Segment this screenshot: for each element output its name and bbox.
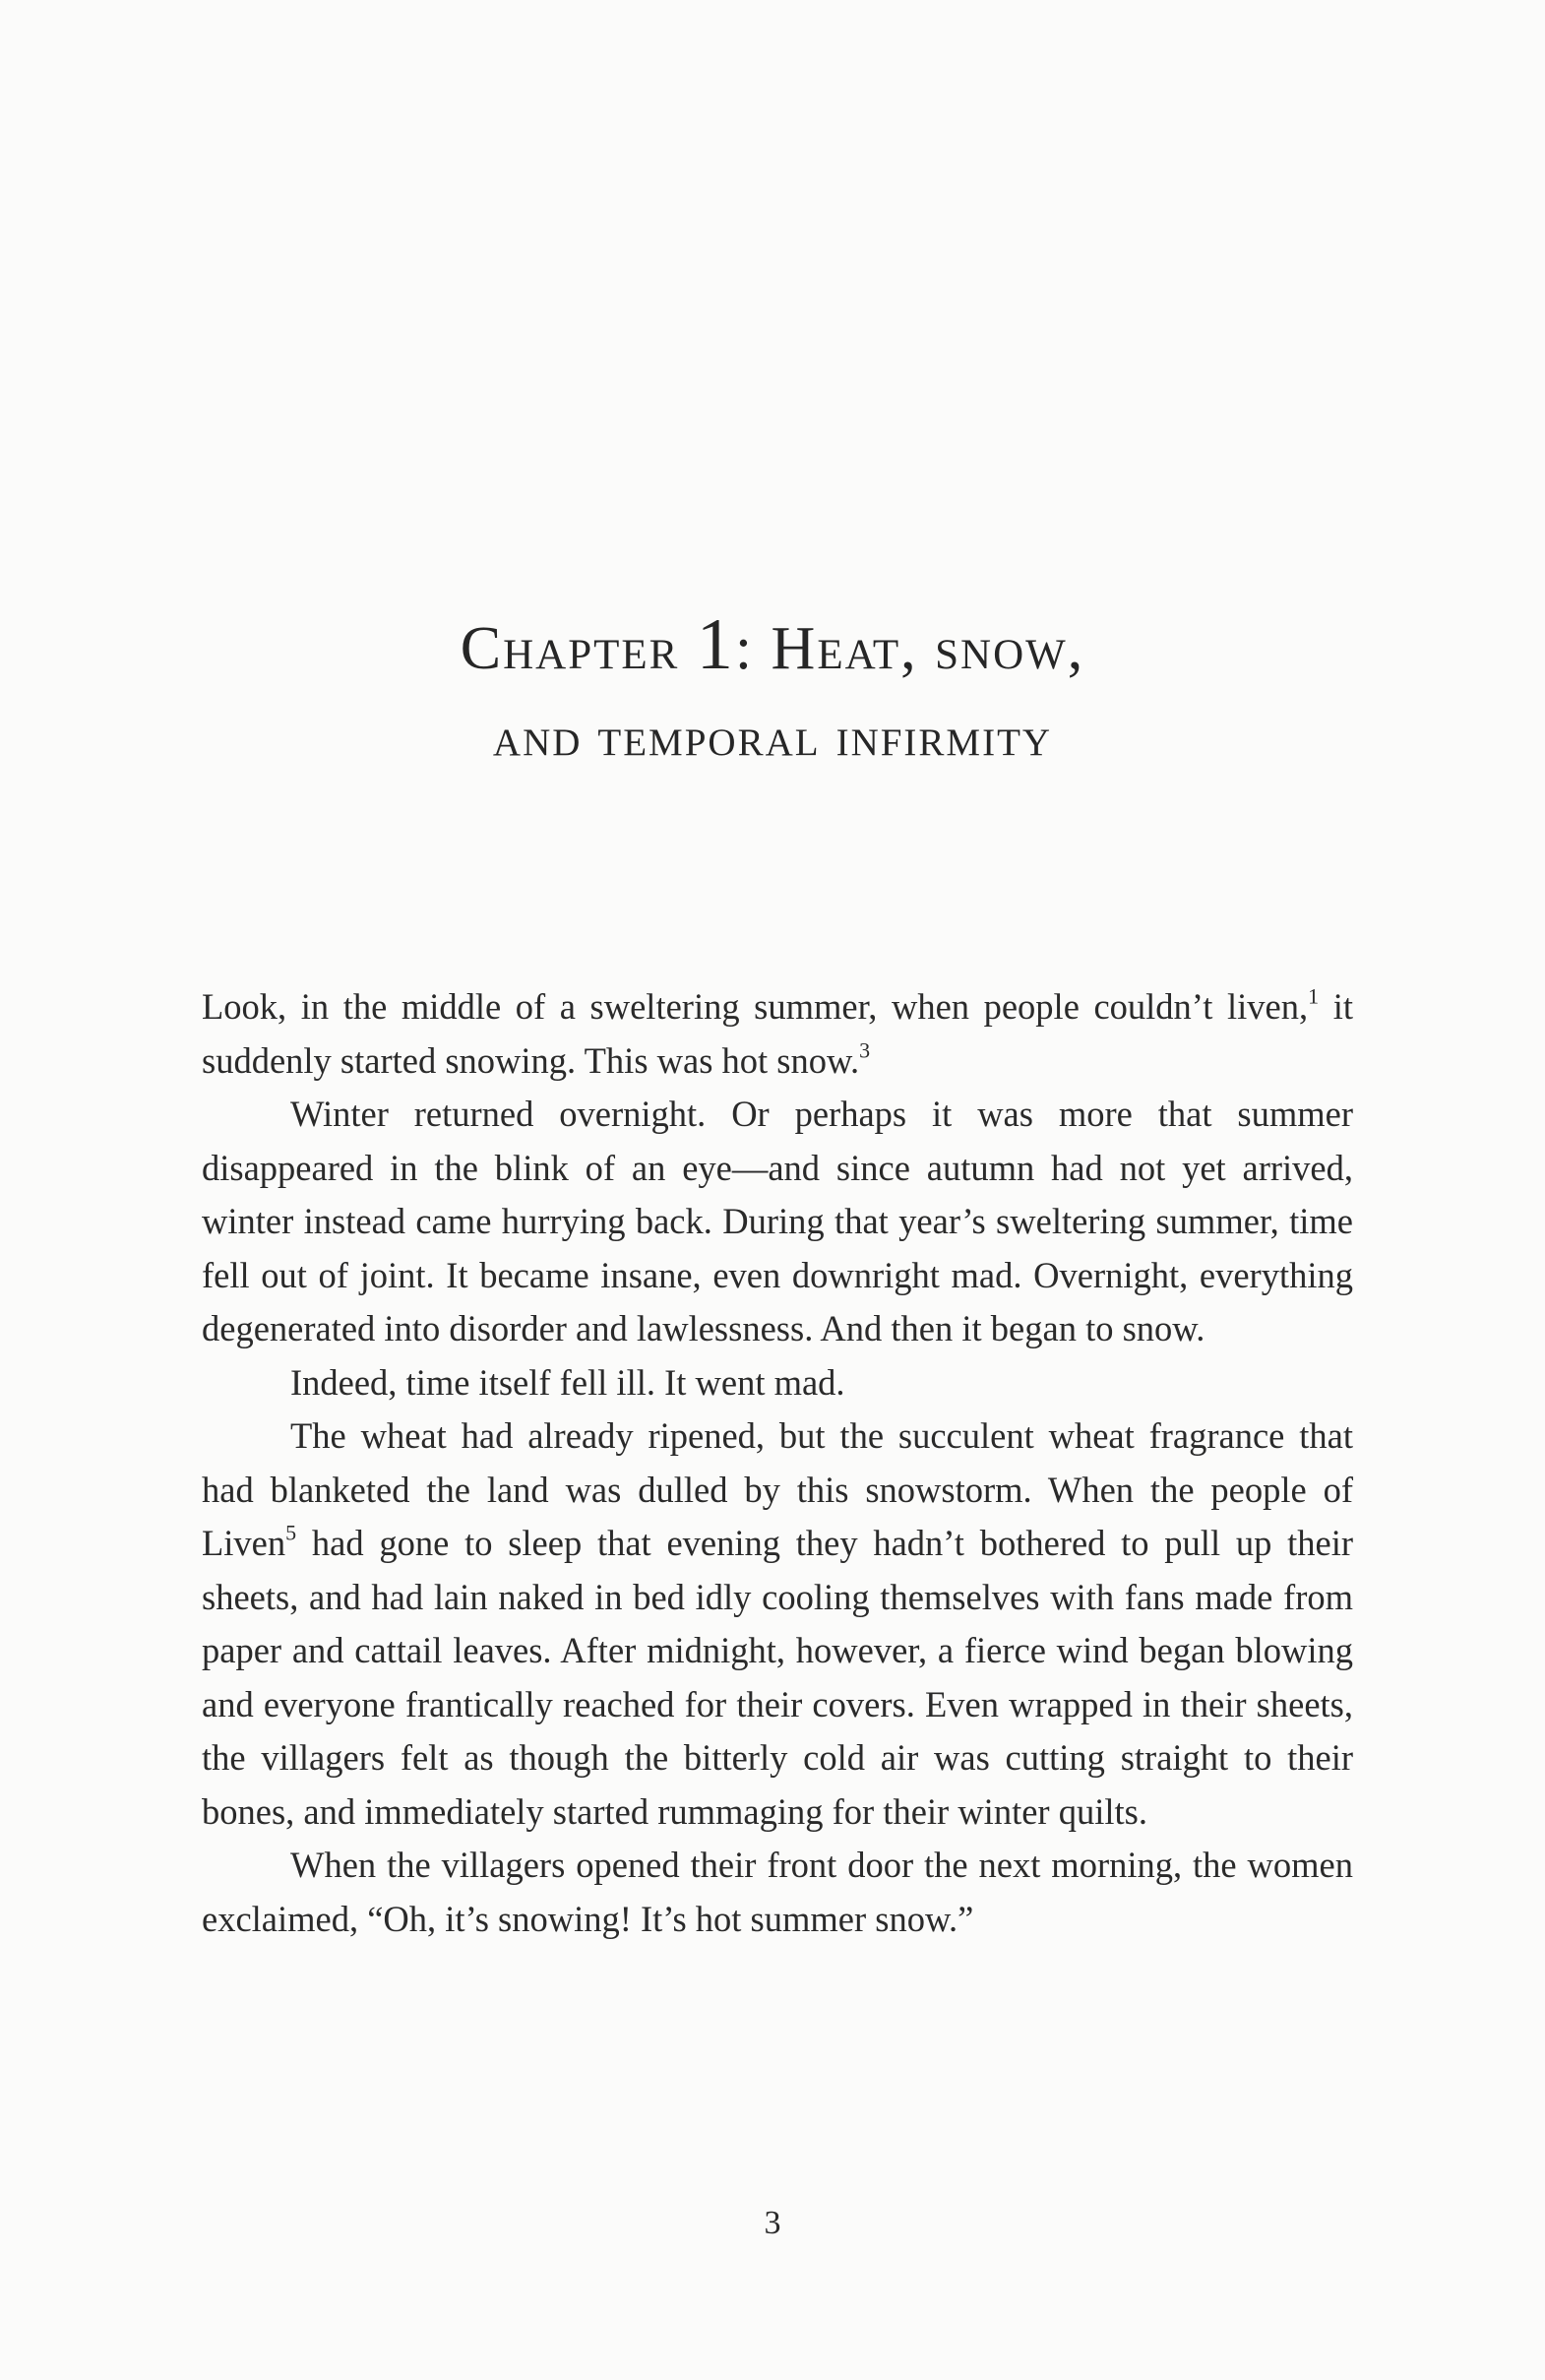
paragraph-1	[202, 980, 1353, 1088]
paragraph-5: When the villagers opened their front door the next morning, the women exclaimed, “Oh, it’s snowing! It’s hot summer snow.”	[202, 1845, 1353, 1939]
chapter-number: 1	[696, 604, 735, 685]
chapter-title-line-2: and temporal infirmity	[492, 707, 1053, 768]
paragraph-4-text-b: had gone to sleep that evening they hadn’t bothered to pull up their sheets, and had lain naked in bed idly cooling themselves with fans made from paper and cattail leaves. After midnight, however, a fierce wind began blowing and everyone frantically reached for their covers. Even wrapped in their sheets, the villagers felt as though the bitterly cold air was cutting straight to their bones, and immediately started rummaging for their winter quilts.	[202, 1523, 1353, 1832]
footnote-marker-1: 1	[1308, 983, 1320, 1009]
paragraph-1-text-b: it suddenly started snowing. This was hot snow.	[202, 986, 1353, 1081]
chapter-title-text: : Heat, snow,	[734, 615, 1085, 682]
paragraph-1-text-a: Look, in the middle of a sweltering summer, when people couldn’t liven,	[202, 986, 1309, 1027]
chapter-label: Chapter	[460, 615, 697, 682]
paragraph-4-text-a: The wheat had already ripened, but the succulent wheat fragrance that had blanketed the land was dulled by this snowstorm. When the people of Liven	[202, 1415, 1353, 1563]
page-number: 3	[764, 2205, 781, 2241]
paragraph-2: Winter returned overnight. Or perhaps it was more that summer disappeared in the blink of an eye—and since autumn had not yet arrived, winter instead came hurrying back. During that year’s sweltering summer, time fell out of joint. It became insane, even downright mad. Overnight, everything degenerated into disorder and lawlessness. And then it began to snow.	[202, 1094, 1353, 1348]
body-text	[202, 980, 1353, 1946]
paragraph-3: Indeed, time itself fell ill. It went mad.	[290, 1361, 845, 1403]
chapter-title-line-1	[202, 600, 1343, 693]
footnote-marker-5: 5	[285, 1520, 297, 1545]
chapter-title	[202, 600, 1343, 782]
paragraph-4	[202, 1409, 1353, 1839]
footnote-marker-3: 3	[859, 1037, 871, 1063]
